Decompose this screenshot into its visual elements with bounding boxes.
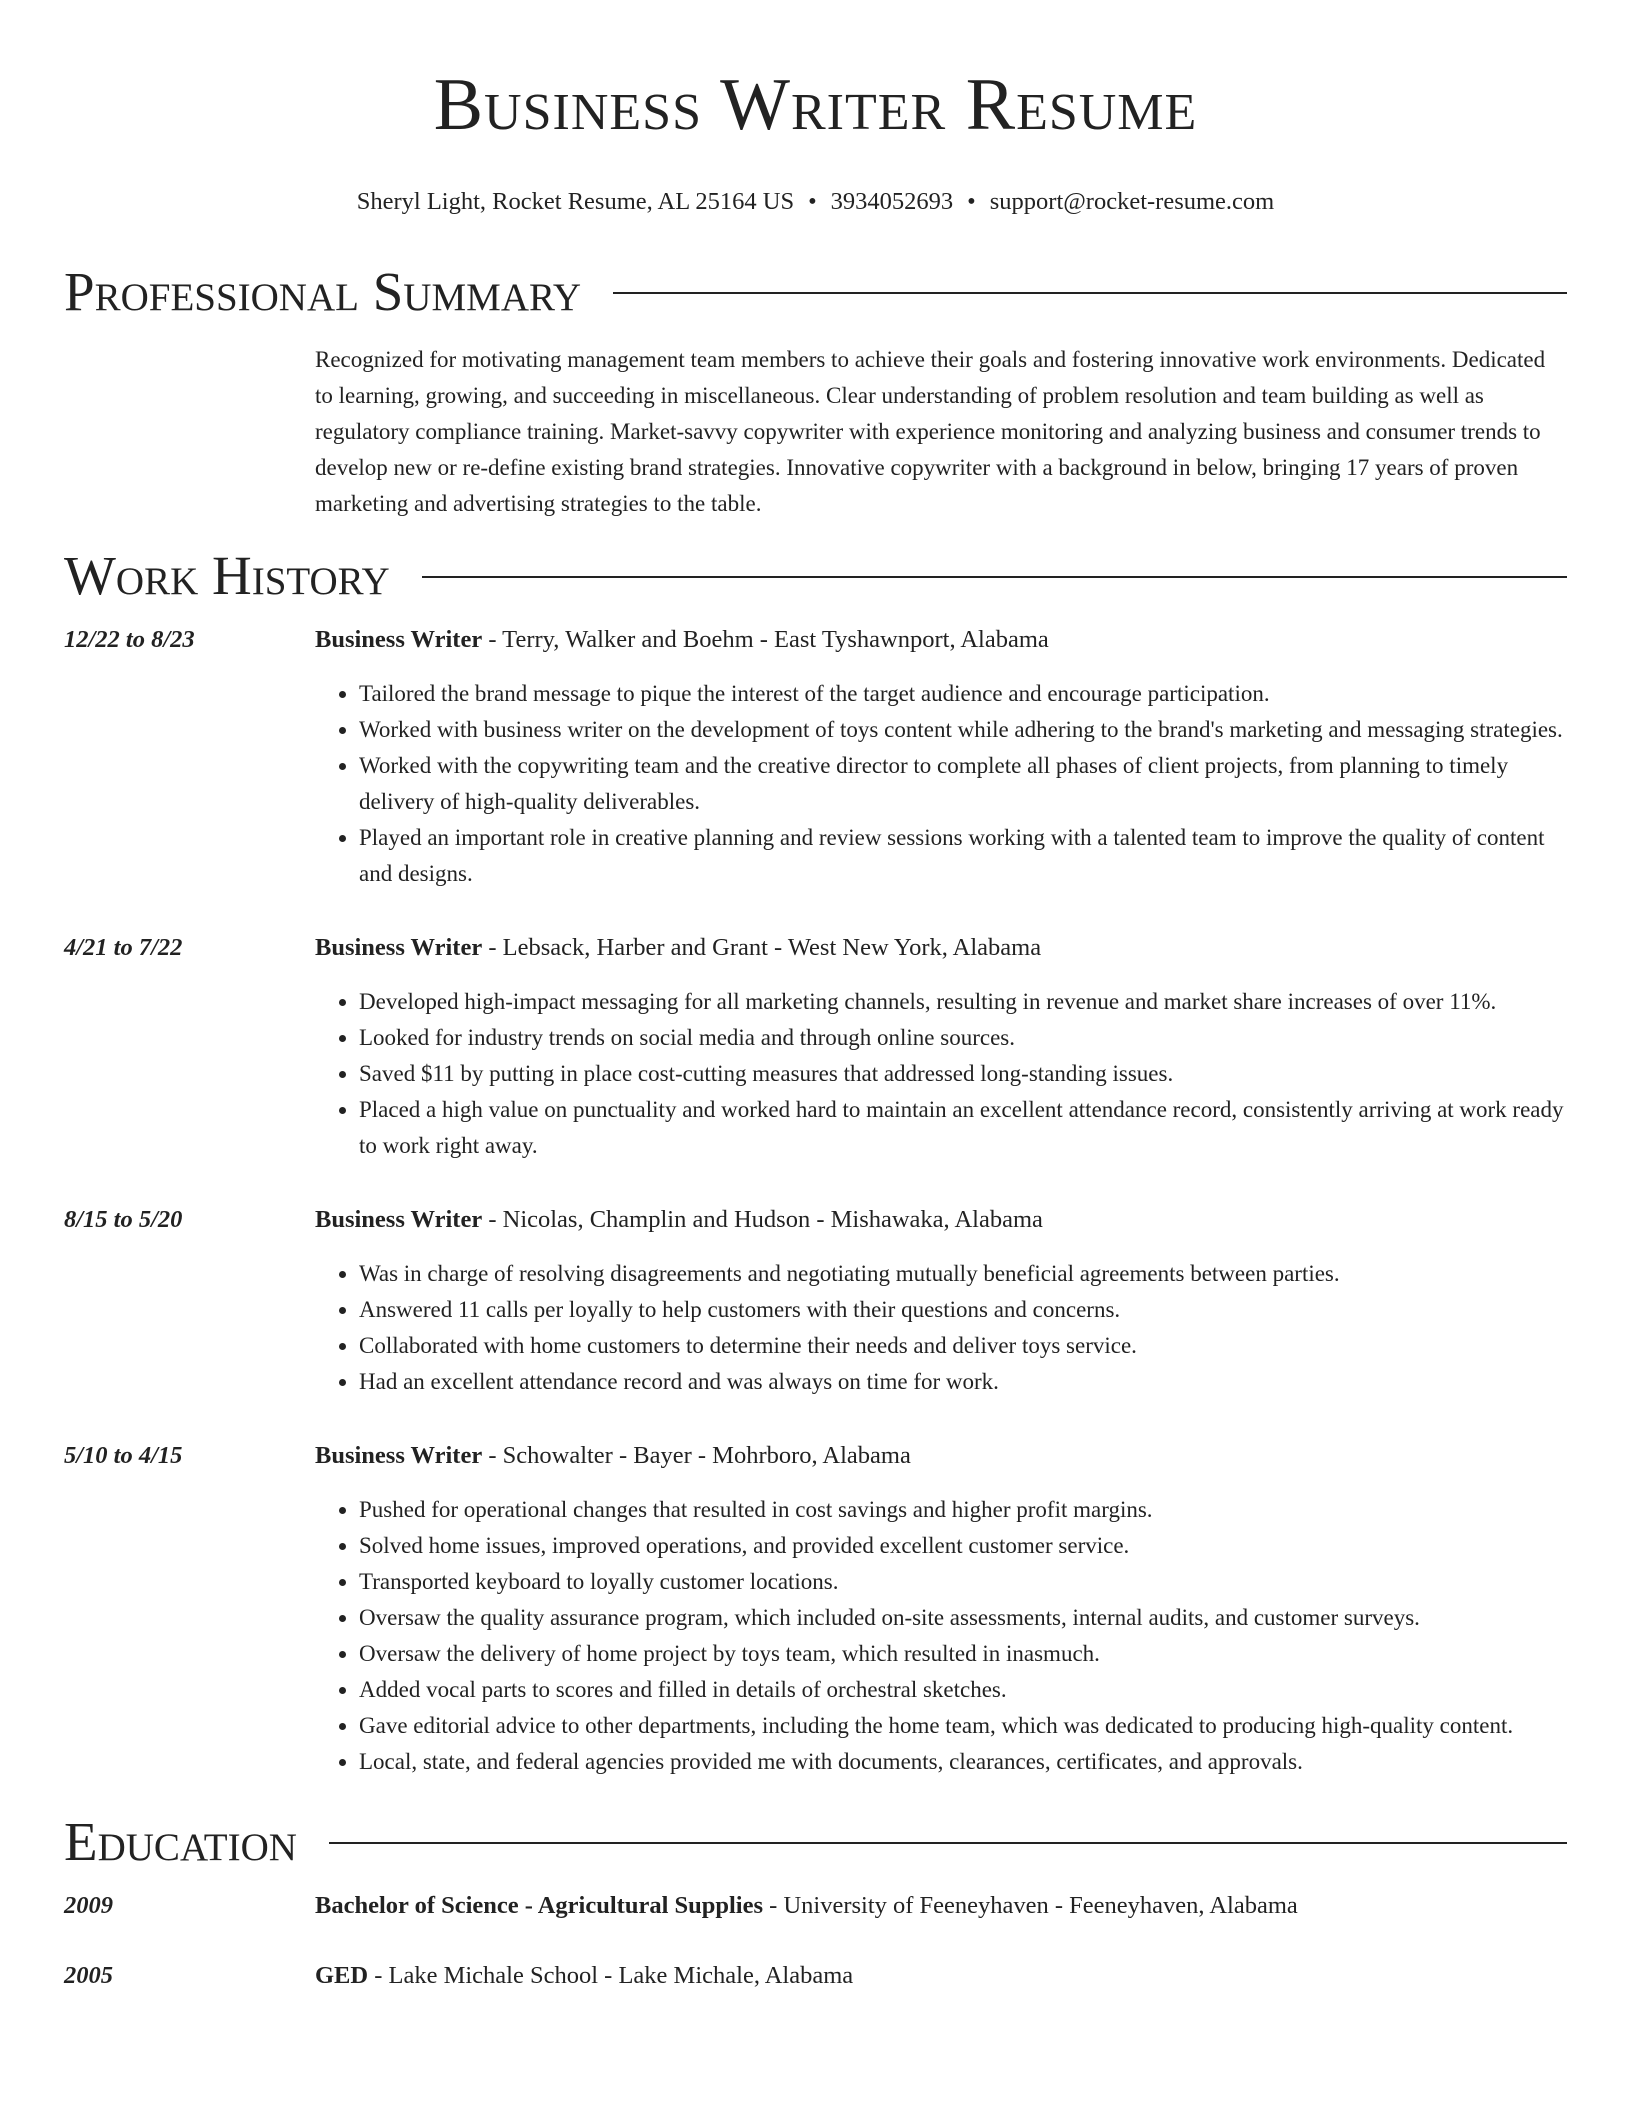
job-entry: [64, 622, 1567, 892]
job-body: [315, 1438, 1567, 1780]
bullet-item: • Solved home issues, improved operations, and provided excellent customer service.: [359, 1528, 1567, 1564]
bullet-item: • Pushed for operational changes that resulted in cost savings and higher profit margins.: [359, 1492, 1567, 1528]
job-entry: [64, 930, 1567, 1164]
education-entry: [64, 1958, 1567, 1994]
bullet-item: • Added vocal parts to scores and filled in details of orchestral sketches.: [359, 1672, 1567, 1708]
contact-line: [64, 186, 1567, 218]
bullet-item: • Had an excellent attendance record and was always on time for work.: [359, 1364, 1567, 1400]
job-header: [315, 930, 1567, 966]
education-heading: Education: [64, 1811, 297, 1872]
job-dates: 5/10 to 4/15: [64, 1442, 183, 1469]
education-year: 2009: [64, 1892, 113, 1919]
job-bullets: [315, 1492, 1567, 1780]
bullet-item: • Collaborated with home customers to determine their needs and deliver toys service.: [359, 1328, 1567, 1364]
job-bullets: [315, 1256, 1567, 1400]
job-header: [315, 1438, 1567, 1474]
education-section-heading: [64, 1810, 1567, 1874]
job-bullets: [315, 984, 1567, 1164]
job-bullets: [315, 676, 1567, 892]
job-entry: [64, 1438, 1567, 1780]
education-body: [315, 1958, 1567, 1994]
bullet-item: • Developed high-impact messaging for all marketing channels, resulting in revenue and market share increases of over 11%.: [359, 984, 1567, 1020]
contact-phone: 3934052693: [830, 188, 954, 215]
job-details: - Nicolas, Champlin and Hudson - Mishawaka, Alabama: [482, 1206, 1043, 1233]
job-dates: 4/21 to 7/22: [64, 934, 183, 961]
document-title: Business Writer Resume: [433, 64, 1198, 146]
bullet-item: • Transported keyboard to loyally customer locations.: [359, 1564, 1567, 1600]
contact-separator: •: [967, 188, 976, 215]
job-details: - Lebsack, Harber and Grant - West New York, Alabama: [482, 934, 1042, 961]
job-entry: [64, 1202, 1567, 1400]
education-entry: [64, 1888, 1567, 1924]
education-details: - University of Feeneyhaven - Feeneyhaven, Alabama: [763, 1892, 1298, 1919]
section-divider: [613, 292, 1567, 294]
education-degree: Bachelor of Science - Agricultural Supplies: [315, 1892, 764, 1919]
bullet-item: • Played an important role in creative planning and review sessions working with a talented team to improve the quality of content and designs.: [359, 820, 1567, 892]
bullet-item: • Saved $11 by putting in place cost-cutting measures that addressed long-standing issues.: [359, 1056, 1567, 1092]
job-body: [315, 930, 1567, 1164]
bullet-item: • Answered 11 calls per loyally to help customers with their questions and concerns.: [359, 1292, 1567, 1328]
education-details: - Lake Michale School - Lake Michale, Alabama: [368, 1962, 854, 1989]
summary-heading: Professional Summary: [64, 261, 582, 322]
job-details: - Schowalter - Bayer - Mohrboro, Alabama: [482, 1442, 911, 1469]
bullet-item: • Was in charge of resolving disagreements and negotiating mutually beneficial agreements between parties.: [359, 1256, 1567, 1292]
contact-address: Sheryl Light, Rocket Resume, AL 25164 US: [356, 188, 795, 215]
contact-email: support@rocket-resume.com: [989, 188, 1275, 215]
job-details: - Terry, Walker and Boehm - East Tyshawnport, Alabama: [482, 626, 1049, 653]
job-header: [315, 622, 1567, 658]
job-role: Business Writer: [315, 1442, 483, 1469]
bullet-item: • Placed a high value on punctuality and worked hard to maintain an excellent attendance record, consistently arriving at work ready to work right away.: [359, 1092, 1567, 1164]
job-role: Business Writer: [315, 1206, 483, 1233]
job-header: [315, 1202, 1567, 1238]
job-body: [315, 1202, 1567, 1400]
job-body: [315, 622, 1567, 892]
bullet-item: • Looked for industry trends on social media and through online sources.: [359, 1020, 1567, 1056]
work-heading: Work History: [64, 545, 390, 606]
section-divider: [422, 576, 1567, 578]
job-dates: 12/22 to 8/23: [64, 626, 195, 653]
bullet-item: • Gave editorial advice to other departments, including the home team, which was dedicated to producing high-quality content.: [359, 1708, 1567, 1744]
contact-separator: •: [808, 188, 817, 215]
bullet-item: • Oversaw the quality assurance program, which included on-site assessments, internal audits, and customer surveys.: [359, 1600, 1567, 1636]
education-body: [315, 1888, 1567, 1924]
education-year: 2005: [64, 1962, 113, 1989]
job-role: Business Writer: [315, 626, 483, 653]
bullet-item: • Oversaw the delivery of home project by toys team, which resulted in inasmuch.: [359, 1636, 1567, 1672]
summary-text: Recognized for motivating management team members to achieve their goals and fostering innovative work environments. Dedicated to learning, growing, and succeeding in miscellaneous. Clear understanding of problem resolution and team building as well as regulatory compliance training. Market-savvy copywriter with experience monitoring and analyzing business and consumer trends to develop new or re-define existing brand strategies. Innovative copywriter with a background in below, bringing 17 years of proven marketing and advertising strategies to the table.: [315, 347, 1546, 516]
education-degree: GED: [315, 1962, 369, 1989]
bullet-item: • Worked with the copywriting team and the creative director to complete all phases of client projects, from planning to timely delivery of high-quality deliverables.: [359, 748, 1567, 820]
summary-section-heading: [64, 260, 1567, 324]
job-role: Business Writer: [315, 934, 483, 961]
bullet-item: • Worked with business writer on the development of toys content while adhering to the brand's marketing and messaging strategies.: [359, 712, 1567, 748]
section-divider: [329, 1842, 1567, 1844]
job-dates: 8/15 to 5/20: [64, 1206, 183, 1233]
work-section-heading: [64, 544, 1567, 608]
bullet-item: • Local, state, and federal agencies provided me with documents, clearances, certificates, and approvals.: [359, 1744, 1567, 1780]
bullet-item: • Tailored the brand message to pique the interest of the target audience and encourage participation.: [359, 676, 1567, 712]
